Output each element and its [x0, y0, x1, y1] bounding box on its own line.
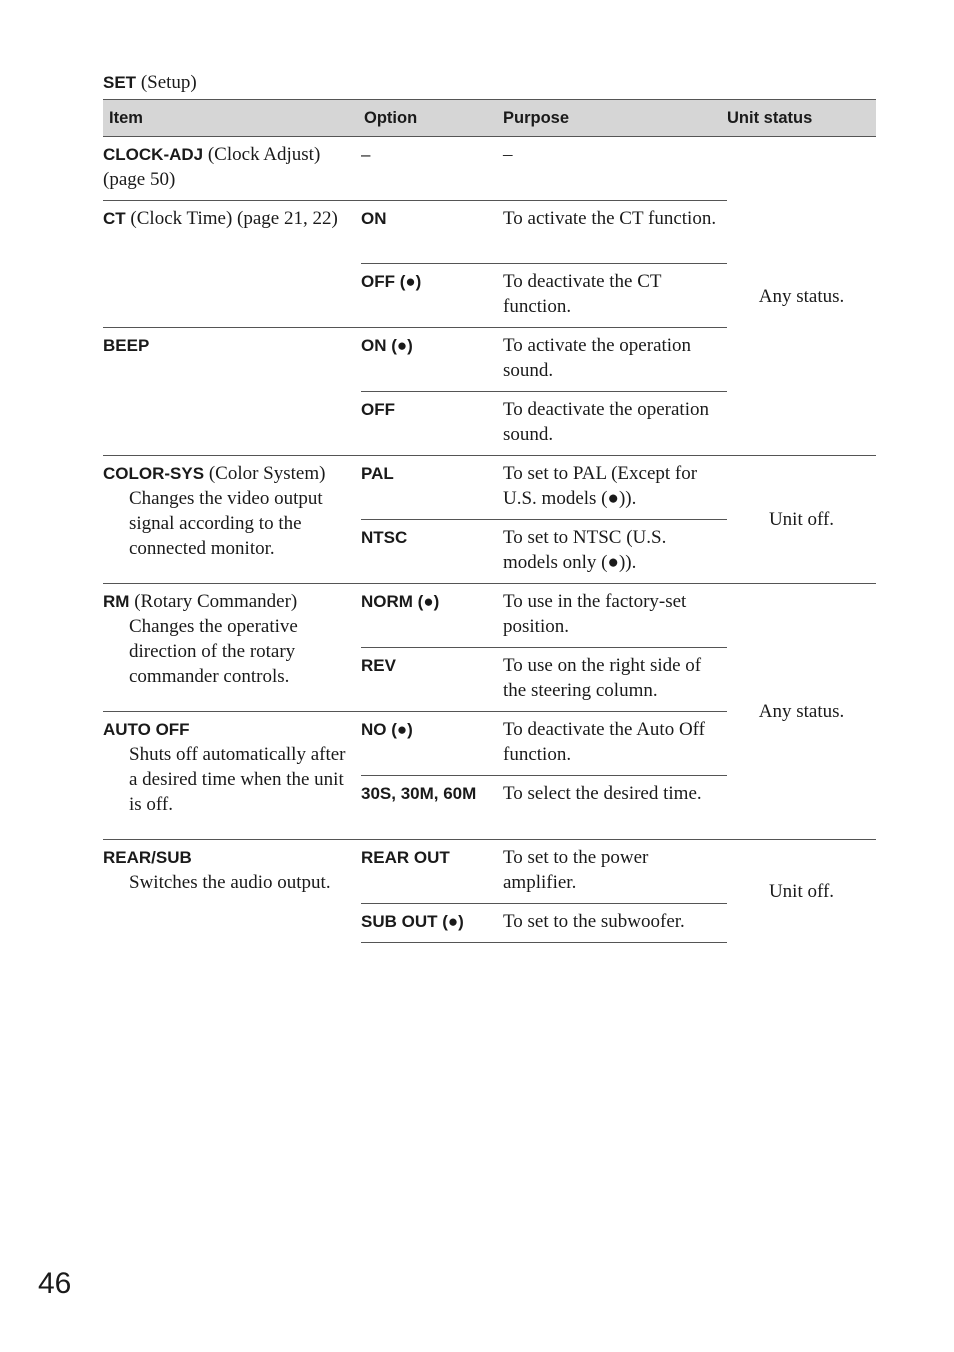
unit-status-cell: Unit off. — [727, 456, 876, 584]
item-clock-adj — [103, 137, 361, 201]
item-name: CLOCK-ADJ — [103, 145, 204, 164]
option-cell: 30S, 30M, 60M — [361, 776, 502, 840]
item-detail: (Clock Adjust) (page 50) — [103, 144, 321, 190]
item-beep — [103, 328, 361, 456]
item-auto-off — [103, 712, 361, 840]
item-name: BEEP — [103, 336, 150, 355]
option-cell: REV — [361, 648, 502, 712]
table-row — [103, 456, 876, 520]
item-ct — [103, 201, 361, 328]
purpose-cell: To use in the factory-set position. — [502, 584, 727, 648]
page-number: 46 — [38, 1267, 72, 1300]
item-name: COLOR-SYS — [103, 464, 205, 483]
item-description: Shuts off automatically after a desired time when the unit is off. — [129, 744, 346, 815]
option-cell: NTSC — [361, 520, 502, 584]
purpose-cell: To activate the CT function. — [502, 201, 727, 264]
option-cell: OFF — [361, 392, 502, 456]
unit-status-cell: Unit off. — [727, 840, 876, 943]
section-title-sub: (Setup) — [140, 72, 197, 93]
item-description: Switches the audio output. — [129, 872, 331, 893]
option-cell: ON — [361, 201, 502, 264]
purpose-cell: To set to the power amplifier. — [502, 840, 727, 904]
item-rm — [103, 584, 361, 712]
option-cell: ON (●) — [361, 328, 502, 392]
unit-status-cell: Any status. — [727, 584, 876, 840]
item-detail: (Color System) — [208, 463, 326, 484]
item-color-sys — [103, 456, 361, 584]
item-detail: (Rotary Commander) — [134, 591, 298, 612]
purpose-cell: To deactivate the operation sound. — [502, 392, 727, 456]
item-name: REAR/SUB — [103, 848, 192, 867]
option-cell: NO (●) — [361, 712, 502, 776]
purpose-cell: To set to PAL (Except for U.S. models (●)). — [502, 456, 727, 520]
item-description: Changes the video output signal according to the connected monitor. — [129, 488, 323, 559]
section-title-label: SET — [103, 73, 137, 92]
option-cell: SUB OUT (●) — [361, 904, 502, 943]
item-name: RM — [103, 592, 130, 611]
table-row — [103, 584, 876, 648]
section-title — [103, 72, 197, 94]
setup-table — [103, 99, 876, 943]
option-cell: – — [361, 145, 371, 164]
header-item: Item — [103, 100, 361, 137]
item-name: CT — [103, 209, 126, 228]
header-purpose: Purpose — [502, 100, 727, 137]
purpose-cell: To activate the operation sound. — [502, 328, 727, 392]
table-header-row — [103, 100, 876, 137]
purpose-cell: To set to the subwoofer. — [502, 904, 727, 943]
purpose-cell: To use on the right side of the steering column. — [502, 648, 727, 712]
purpose-cell: – — [503, 144, 513, 165]
purpose-cell: To deactivate the CT function. — [502, 264, 727, 328]
item-rear-sub — [103, 840, 361, 943]
purpose-cell: To select the desired time. — [502, 776, 727, 840]
purpose-cell: To set to NTSC (U.S. models only (●)). — [502, 520, 727, 584]
option-cell: NORM (●) — [361, 584, 502, 648]
table-row — [103, 137, 876, 201]
option-cell: PAL — [361, 456, 502, 520]
option-cell: REAR OUT — [361, 840, 502, 904]
purpose-cell: To deactivate the Auto Off function. — [502, 712, 727, 776]
item-description: Changes the operative direction of the rotary commander controls. — [129, 616, 298, 687]
header-unit-status: Unit status — [727, 100, 876, 137]
table-row — [103, 840, 876, 904]
unit-status-cell: Any status. — [758, 285, 845, 307]
item-name: AUTO OFF — [103, 720, 190, 739]
header-option: Option — [361, 100, 502, 137]
item-detail: (Clock Time) (page 21, 22) — [130, 208, 338, 229]
option-cell: OFF (●) — [361, 264, 502, 328]
